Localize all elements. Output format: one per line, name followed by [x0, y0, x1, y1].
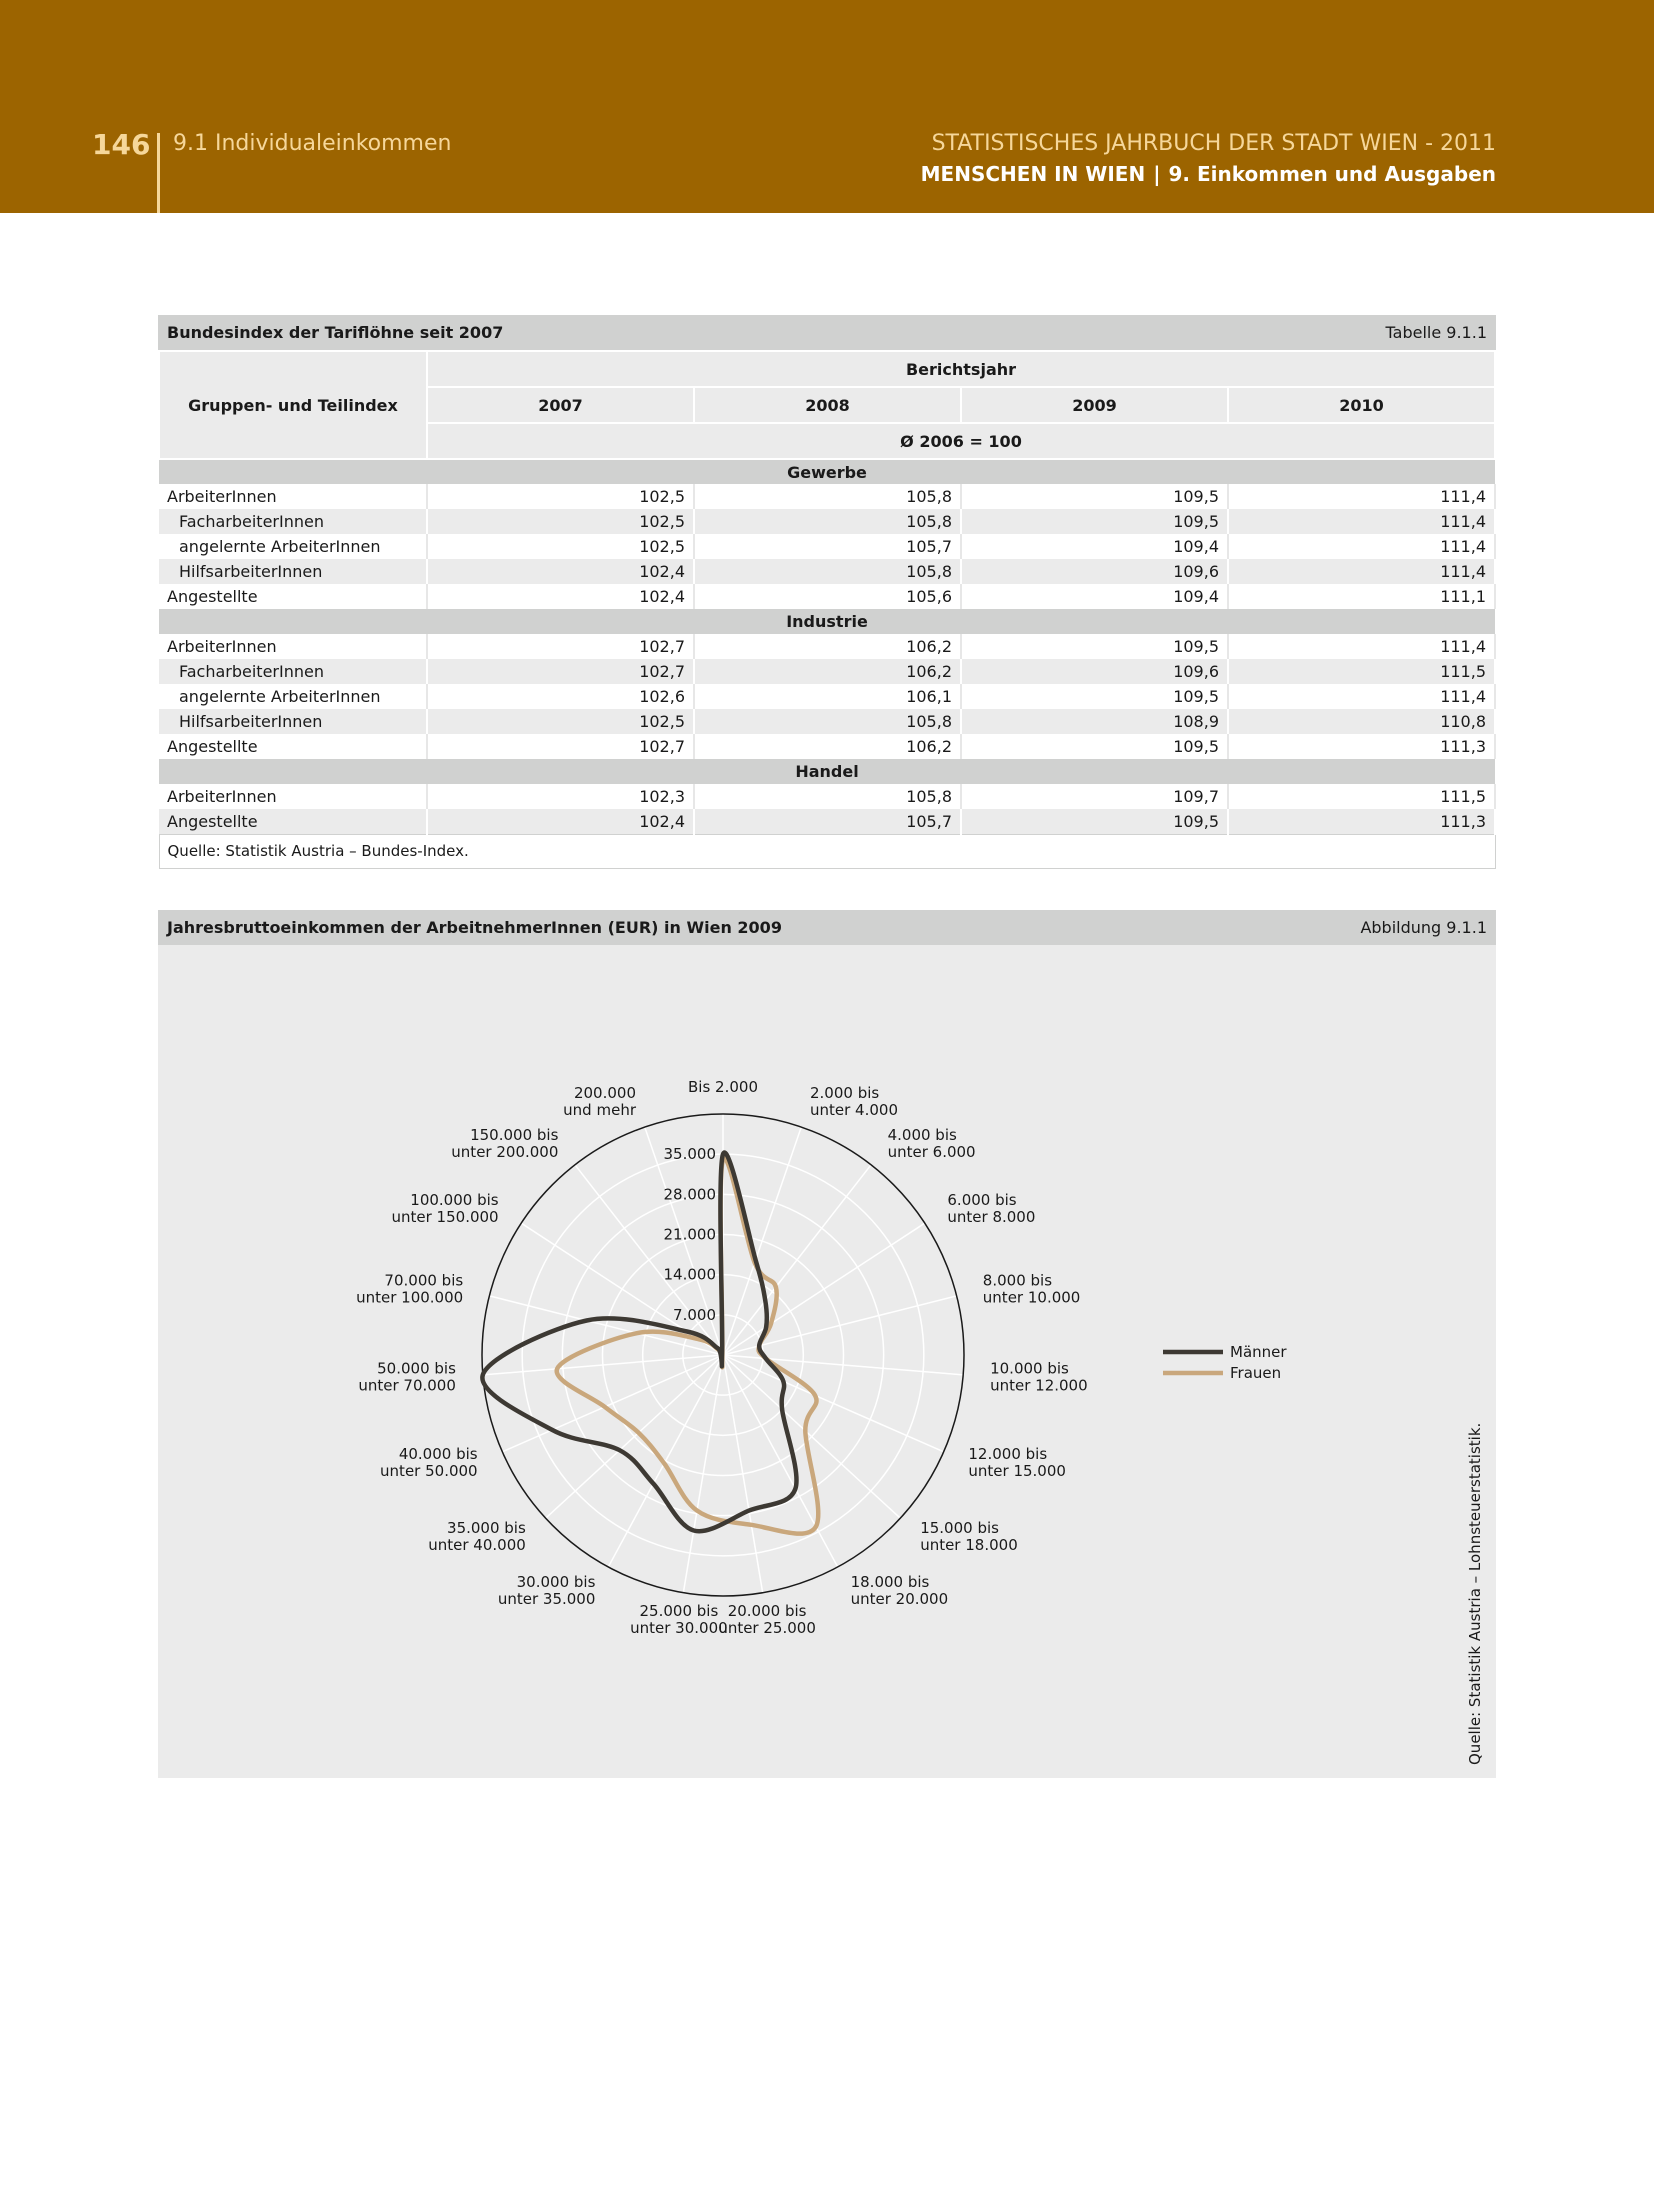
group-label: Gewerbe — [159, 459, 1495, 484]
value-cell: 105,8 — [694, 484, 961, 509]
value-cell: 109,5 — [961, 734, 1228, 759]
category-label: 50.000 bis — [377, 1359, 456, 1378]
category-label: und mehr — [563, 1101, 636, 1119]
row-header: Gruppen- und Teilindex — [159, 351, 427, 459]
table-number: Tabelle 9.1.1 — [1385, 323, 1487, 342]
value-cell: 111,4 — [1228, 634, 1495, 659]
group-row — [159, 609, 1495, 634]
legend-label: Männer — [1230, 1343, 1287, 1361]
value-cell: 109,5 — [961, 809, 1228, 834]
value-cell: 102,5 — [427, 709, 694, 734]
value-cell: 102,3 — [427, 784, 694, 809]
grid-spoke — [502, 1355, 723, 1452]
category-label: 20.000 bis — [727, 1601, 807, 1620]
value-cell: 102,7 — [427, 634, 694, 659]
category-label: 6.000 bis — [947, 1190, 1017, 1209]
row-label: FacharbeiterInnen — [159, 509, 427, 534]
table-row — [159, 809, 1495, 834]
chapter-separator: | — [1153, 162, 1161, 186]
figure-title: Jahresbruttoeinkommen der ArbeitnehmerInnen (EUR) in Wien 2009 — [167, 918, 782, 937]
value-cell: 109,5 — [961, 634, 1228, 659]
value-cell: 109,6 — [961, 659, 1228, 684]
category-label: 70.000 bis — [384, 1271, 464, 1290]
category-label: 10.000 bis — [990, 1359, 1069, 1378]
series-line-maenner — [482, 1153, 796, 1532]
axis-tick-label: 35.000 — [663, 1145, 716, 1164]
value-cell: 111,4 — [1228, 484, 1495, 509]
value-cell: 109,4 — [961, 584, 1228, 609]
row-label: angelernte ArbeiterInnen — [159, 534, 427, 559]
category-label: unter 20.000 — [850, 1590, 949, 1609]
value-cell: 106,1 — [694, 684, 961, 709]
value-cell: 102,7 — [427, 734, 694, 759]
table-row — [159, 484, 1495, 509]
value-cell: 109,5 — [961, 509, 1228, 534]
value-cell: 109,5 — [961, 684, 1228, 709]
table-row — [159, 784, 1495, 809]
figure-number: Abbildung 9.1.1 — [1360, 918, 1487, 937]
category-label: unter 70.000 — [358, 1376, 456, 1395]
row-label: ArbeiterInnen — [159, 784, 427, 809]
value-cell: 105,6 — [694, 584, 961, 609]
value-cell: 109,4 — [961, 534, 1228, 559]
category-label: unter 10.000 — [982, 1288, 1081, 1307]
value-cell: 102,5 — [427, 509, 694, 534]
table-row — [159, 659, 1495, 684]
category-label: 18.000 bis — [850, 1573, 930, 1592]
category-label: unter 40.000 — [428, 1536, 526, 1554]
value-cell: 105,8 — [694, 784, 961, 809]
category-label: 30.000 bis — [516, 1573, 596, 1592]
value-cell: 111,1 — [1228, 584, 1495, 609]
table-row — [159, 559, 1495, 584]
row-label: Angestellte — [159, 734, 427, 759]
category-label: 4.000 bis — [887, 1126, 957, 1144]
category-label: unter 30.000 — [630, 1618, 728, 1637]
value-cell: 106,2 — [694, 734, 961, 759]
group-label: Industrie — [159, 609, 1495, 634]
source-row — [159, 834, 1495, 868]
table-row — [159, 534, 1495, 559]
tariff-index-table — [158, 315, 1496, 869]
chapter-name: 9. Einkommen und Ausgaben — [1168, 162, 1496, 186]
year-header: 2010 — [1228, 387, 1495, 423]
book-title: STATISTISCHES JAHRBUCH DER STADT WIEN - 2011 — [931, 131, 1496, 156]
category-label: 150.000 bis — [470, 1126, 559, 1144]
category-label: 100.000 bis — [410, 1190, 499, 1209]
table-source: Quelle: Statistik Austria – Bundes-Index. — [159, 834, 1495, 868]
value-cell: 111,3 — [1228, 734, 1495, 759]
value-cell: 106,2 — [694, 659, 961, 684]
value-cell: 106,2 — [694, 634, 961, 659]
row-label: ArbeiterInnen — [159, 634, 427, 659]
table-caption — [158, 315, 1496, 350]
table-row — [159, 734, 1495, 759]
value-cell: 111,4 — [1228, 509, 1495, 534]
figure-source: Quelle: Statistik Austria – Lohnsteuerstatistik. — [1466, 1422, 1484, 1765]
value-cell: 110,8 — [1228, 709, 1495, 734]
row-label: ArbeiterInnen — [159, 484, 427, 509]
row-label: Angestellte — [159, 584, 427, 609]
category-label: 12.000 bis — [968, 1445, 1048, 1464]
axis-tick-label: 28.000 — [663, 1185, 716, 1204]
category-label: unter 200.000 — [451, 1143, 559, 1161]
axis-tick-label: 14.000 — [663, 1265, 716, 1284]
value-cell: 111,4 — [1228, 534, 1495, 559]
category-label: unter 8.000 — [947, 1207, 1036, 1226]
table-row — [159, 709, 1495, 734]
value-cell: 105,7 — [694, 534, 961, 559]
row-label: angelernte ArbeiterInnen — [159, 684, 427, 709]
table-title: Bundesindex der Tariflöhne seit 2007 — [167, 323, 504, 342]
category-label: unter 4.000 — [810, 1101, 899, 1119]
value-cell: 108,9 — [961, 709, 1228, 734]
value-cell: 111,3 — [1228, 809, 1495, 834]
value-cell: 102,4 — [427, 584, 694, 609]
section-title: 9.1 Individualeinkommen — [173, 131, 452, 156]
row-label: FacharbeiterInnen — [159, 659, 427, 684]
value-cell: 111,4 — [1228, 559, 1495, 584]
legend-label: Frauen — [1230, 1364, 1282, 1382]
category-label: 15.000 bis — [920, 1519, 999, 1537]
category-label: 8.000 bis — [982, 1271, 1053, 1290]
row-label: HilfsarbeiterInnen — [159, 559, 427, 584]
value-cell: 102,4 — [427, 809, 694, 834]
value-cell: 102,5 — [427, 534, 694, 559]
category-label: 25.000 bis — [639, 1601, 719, 1620]
year-header: 2009 — [961, 387, 1228, 423]
group-label: Handel — [159, 759, 1495, 784]
group-row — [159, 759, 1495, 784]
category-label: unter 25.000 — [718, 1618, 816, 1637]
value-cell: 105,8 — [694, 709, 961, 734]
axis-tick-label: 7.000 — [673, 1305, 716, 1324]
radar-chart — [158, 910, 1496, 1778]
value-cell: 102,4 — [427, 559, 694, 584]
year-header: 2007 — [427, 387, 694, 423]
chapter-part: MENSCHEN IN WIEN — [920, 162, 1146, 186]
value-cell: 102,6 — [427, 684, 694, 709]
value-cell: 109,6 — [961, 559, 1228, 584]
data-table — [158, 350, 1496, 869]
category-label: 2.000 bis — [810, 1084, 880, 1102]
value-cell: 111,4 — [1228, 684, 1495, 709]
value-cell: 102,5 — [427, 484, 694, 509]
table-row — [159, 634, 1495, 659]
value-cell: 111,5 — [1228, 659, 1495, 684]
page-header — [0, 0, 1654, 213]
table-row — [159, 684, 1495, 709]
year-header: 2008 — [694, 387, 961, 423]
value-cell: 105,8 — [694, 509, 961, 534]
category-label: 40.000 bis — [398, 1445, 478, 1464]
income-figure — [158, 910, 1496, 1778]
page-number: 146 — [92, 128, 151, 161]
value-cell: 109,5 — [961, 484, 1228, 509]
category-label: Bis 2.000 — [688, 1078, 758, 1096]
axis-tick-label: 21.000 — [663, 1225, 716, 1244]
category-label: unter 12.000 — [990, 1376, 1088, 1395]
group-row — [159, 459, 1495, 484]
table-row — [159, 509, 1495, 534]
grid-spoke — [723, 1355, 944, 1452]
base-header: Ø 2006 = 100 — [427, 423, 1495, 459]
table-row — [159, 584, 1495, 609]
category-label: unter 150.000 — [391, 1207, 499, 1226]
category-label: unter 15.000 — [968, 1462, 1066, 1481]
category-label: 35.000 bis — [447, 1519, 526, 1537]
value-cell: 105,7 — [694, 809, 961, 834]
category-label: unter 6.000 — [887, 1143, 976, 1161]
value-cell: 102,7 — [427, 659, 694, 684]
row-label: HilfsarbeiterInnen — [159, 709, 427, 734]
row-label: Angestellte — [159, 809, 427, 834]
category-label: 200.000 — [573, 1084, 636, 1102]
category-label: unter 100.000 — [356, 1288, 464, 1307]
value-cell: 111,5 — [1228, 784, 1495, 809]
category-label: unter 18.000 — [920, 1536, 1018, 1554]
chapter-title — [921, 162, 1496, 186]
category-label: unter 35.000 — [497, 1590, 596, 1609]
grid-spoke — [723, 1127, 801, 1355]
grid-spoke — [723, 1165, 871, 1355]
value-cell: 105,8 — [694, 559, 961, 584]
header-divider — [157, 133, 160, 213]
col-group-header: Berichtsjahr — [427, 351, 1495, 387]
grid-spoke — [723, 1355, 900, 1518]
value-cell: 109,7 — [961, 784, 1228, 809]
category-label: unter 50.000 — [380, 1462, 478, 1481]
